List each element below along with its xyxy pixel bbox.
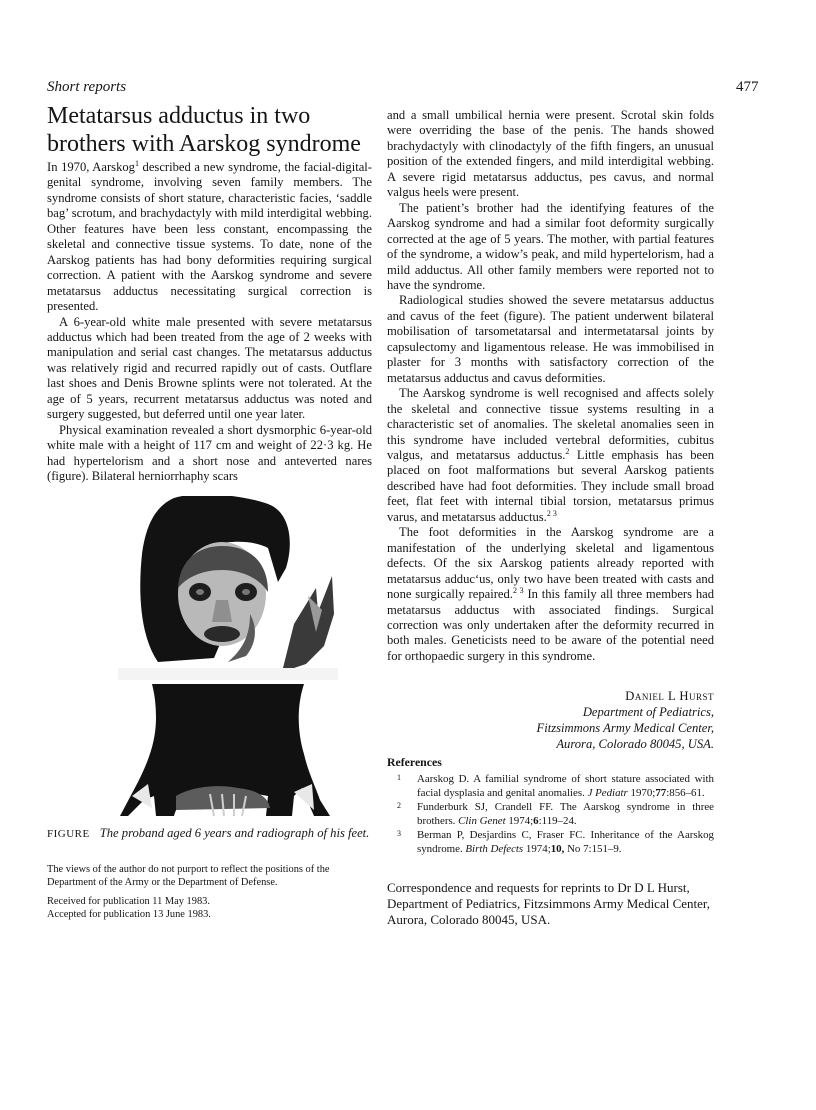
paragraph: Radiological studies showed the severe metatarsus adductus and cavus of the feet (figure). The patient underwent bilateral mobilisation of tarsometatarsal and intermetatarsal joints by capsulectomy and ligamentous release. He was immobilised in plaster for 3 months with satisfactory correction of the metatarsus adductus and cavus deformities.: [387, 293, 714, 385]
disclaimer: The views of the author do not purport to reflect the positions of the Department of the Army or the Department of Defense.: [47, 864, 330, 888]
correspondence-note: Correspondence and requests for reprints to Dr D L Hurst, Department of Pediatrics, Fitzsimmons Army Medical Center, Aurora, Colorado 80045, USA.: [387, 880, 710, 927]
paragraph: In 1970, Aarskog$^1$ described a new syndrome, the facial-digital-genital syndrome, involving seven family members. The syndrome consists of short stature, characteristic facies, ‘saddle bag’ scrotum, and brachydactyly with mild interdigital webbing. Other features have been less constant, encompassing the skeletal and connective tissue systems. To date, none of the Aarskog patients has had bony deformities requiring surgical correction. A patient with the Aarskog syndrome and severe metatarsus adductus necessitating surgical correction is presented.: [47, 158, 372, 314]
citation: 2 3: [546, 508, 557, 518]
citation: 2: [565, 446, 570, 456]
column-right: [387, 108, 714, 664]
page-number: 477: [736, 79, 759, 95]
paragraph: The Aarskog syndrome is well recognised and affects solely the skeletal and connective tissue systems resulting in a characteristic set of anomalies. The skeletal anomalies seen in this syndrome have included vertebral deformities, cubitus valgus, and metatarsus adductus.$^2$ Little emphasis has been placed on foot malformations but several Aarskog patients described have had foot deformities. They include small broad feet, flat feet with internal tibial torsion, metatarsus primus varus, and metatarsus adductus.$^{2 3}$: [387, 386, 714, 524]
author-name: Daniel L Hurst: [625, 689, 714, 703]
reference-item: 3 Berman P, Desjardins C, Fraser FC. Inheritance of the Aarskog syndrome. Birth Defects 1974;10, No 7:151–9.: [397, 829, 714, 855]
figure-caption: [47, 826, 372, 842]
paragraph: Physical examination revealed a short dysmorphic 6-year-old white male with a height of 117 cm and weight of 22·3 kg. He had hypertelorism and a short nose and anteverted nares (figure). Bilateral herniorrhaphy scars: [47, 422, 372, 484]
title-line-2: brothers with Aarskog syndrome: [47, 131, 361, 157]
references-list: [387, 773, 714, 858]
author-signature: [387, 688, 714, 752]
section-label: Short reports: [47, 79, 127, 95]
figure-label: FIGURE: [47, 828, 90, 840]
proband-photograph: [118, 496, 338, 816]
citation: 2 3: [512, 585, 524, 595]
column-left: [47, 160, 372, 485]
author-affiliation-1: Department of Pediatrics,: [582, 705, 714, 719]
article-title: [47, 102, 387, 158]
figure-caption-text: The proband aged 6 years and radiograph of his feet.: [99, 826, 370, 840]
reference-item: 1 Aarskog D. A familial syndrome of short stature associated with facial dysplasia and genital anomalies. J Pediatr 1970;77:856–61.: [397, 773, 714, 799]
citation: 1: [134, 158, 139, 168]
author-affiliation-3: Aurora, Colorado 80045, USA.: [556, 737, 714, 751]
title-line-1: Metatarsus adductus in two: [47, 103, 311, 129]
accepted-date: Accepted for publication 13 June 1983.: [47, 909, 211, 920]
paragraph: A 6-year-old white male presented with severe metatarsus adductus which had been treated from the age of 2 weeks with manipulation and serial cast changes. The metatarsus adductus was relatively rigid and recurred rapidly out of casts. Outflare last shoes and Denis Browne splints were not tolerated. At the age of 5 years, recurrent metatarsus adductus was noted and surgery suggested, but deferred until one year later.: [47, 314, 372, 422]
paragraph: The patient’s brother had the identifying features of the Aarskog syndrome and had a similar foot deformity surgically corrected at the age of 5 years. The mother, with partial features of the syndrome, a widow’s peak, and mild hypertelorism, had a mild adductus. All other family members were reported not to have the syndrome.: [387, 200, 714, 292]
received-date: Received for publication 11 May 1983.: [47, 896, 210, 907]
references-heading: References: [387, 755, 442, 769]
author-affiliation-2: Fitzsimmons Army Medical Center,: [536, 721, 714, 735]
reference-item: 2 Funderburk SJ, Crandell FF. The Aarskog syndrome in three brothers. Clin Genet 1974;6:119–24.: [397, 801, 714, 827]
paragraph: and a small umbilical hernia were present. Scrotal skin folds were overriding the base of the penis. The hands showed brachydactyly with clinodactyly of the fifth fingers, an unusual position of the extended fingers, and mild interdigital webbing. A severe rigid metatarsus adductus, pes cavus, and normal valgus heels were present.: [387, 108, 714, 200]
paragraph: The foot deformities in the Aarskog syndrome are a manifestation of the underlying skeletal and ligamentous defects. Of the six Aarskog patients already reported with metatarsus adduc‘us, only two have been treated with casts and none surgically repaired.$^{2 3}$ In this family all three members had metatarsus adductus with associated findings. Surgical correction was only undertaken after the deformity recurred in both males. Geneticists need to be aware of the potential need for orthopaedic surgery in this syndrome.: [387, 525, 715, 663]
publication-dates: [47, 895, 372, 921]
